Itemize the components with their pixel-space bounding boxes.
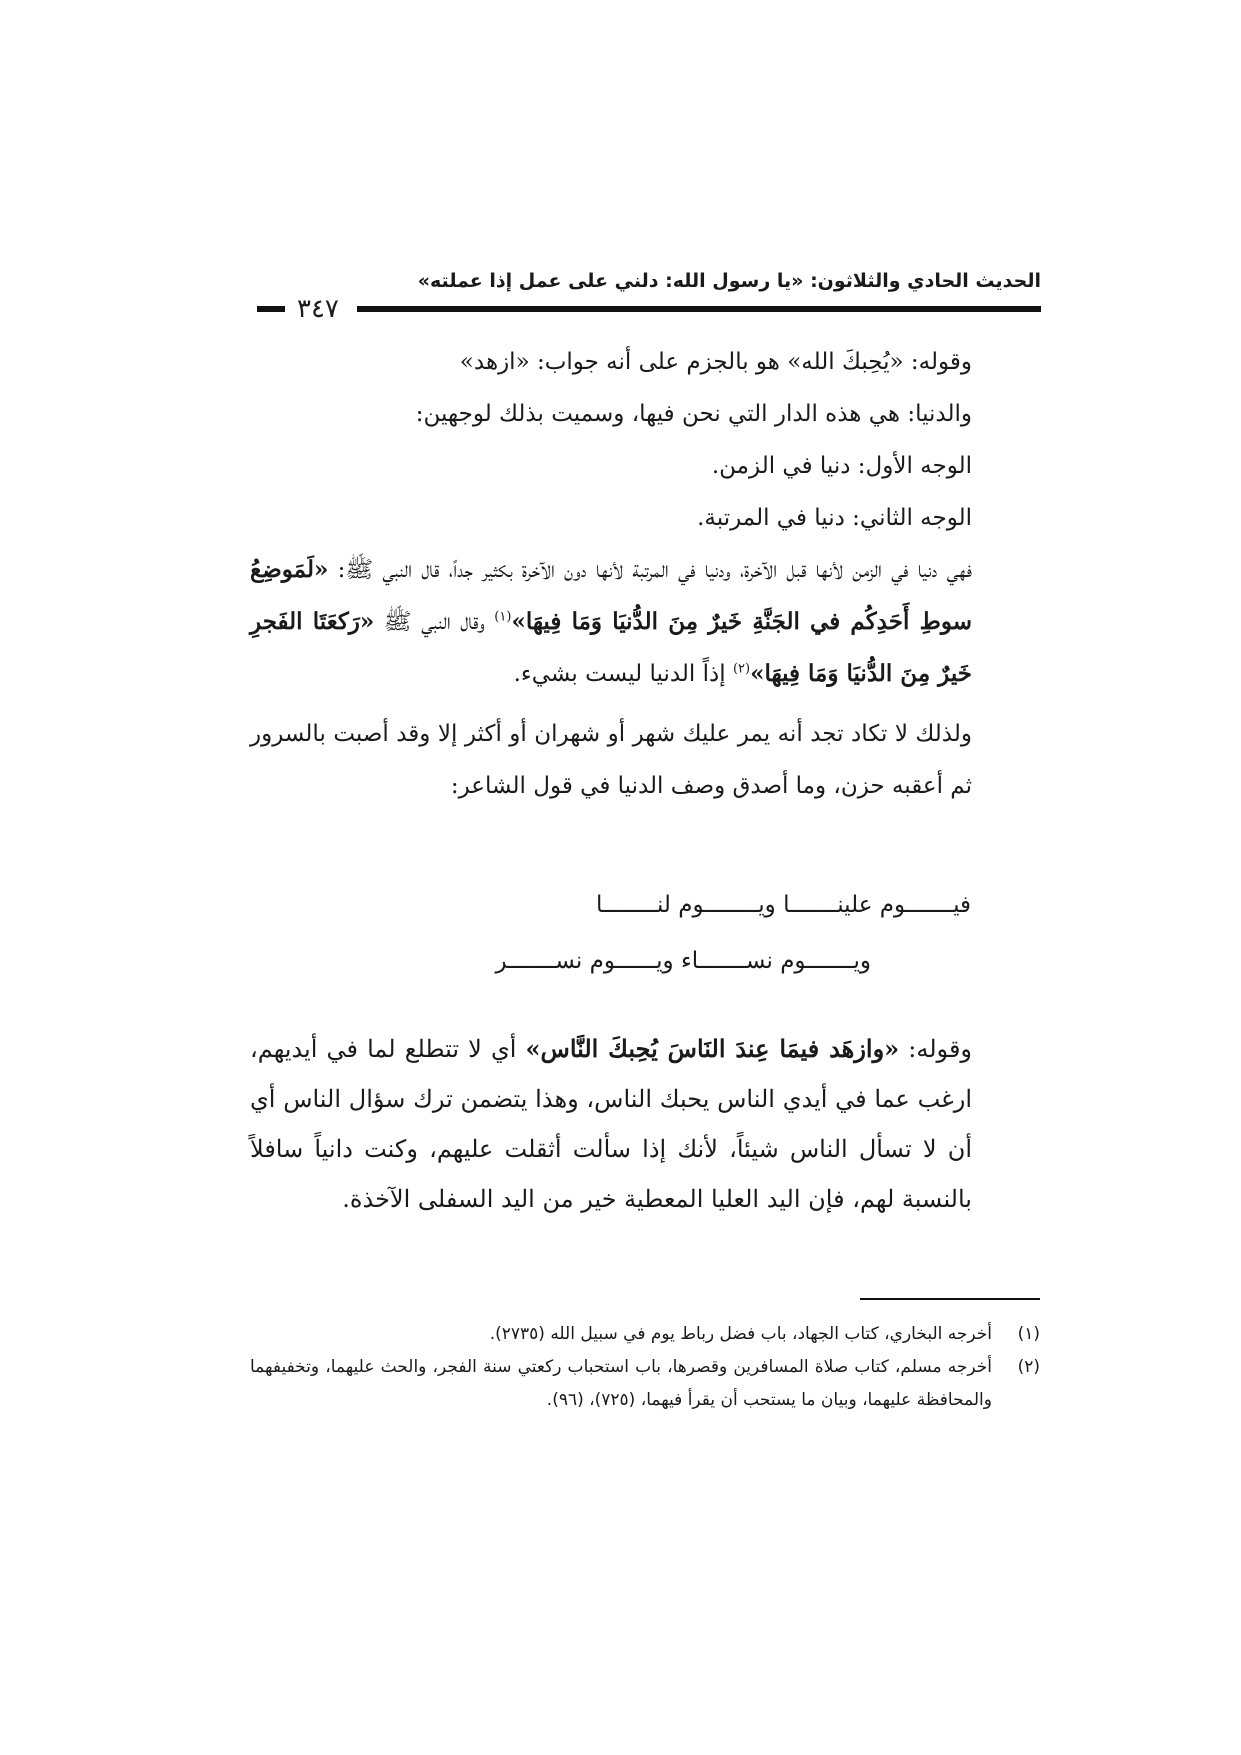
paragraph-5-text-b: وقال النبي ﷺ	[374, 609, 495, 635]
footnote-text: أخرجه البخاري، كتاب الجهاد، باب فضل رباط يوم في سبيل الله (٢٧٣٥).	[489, 1324, 992, 1344]
footnote-number: (١)	[1017, 1324, 1040, 1344]
paragraph-5-text-a: فهي دنيا في الزمن لأنها قبل الآخرة، ودنيا في المرتبة لأنها دون الآخرة بكثير جداً، قال النبي ﷺ:	[328, 557, 972, 583]
footnote-number: (٢)	[1017, 1357, 1040, 1377]
paragraph-5	[250, 544, 1040, 700]
footnote-ref-1: (١)	[494, 609, 512, 625]
footnotes	[250, 1318, 1040, 1417]
paragraph-7-text-a: وقوله:	[899, 1035, 973, 1063]
page-number: ٣٤٧	[293, 292, 343, 326]
paragraph-7	[250, 1024, 1040, 1224]
verse-line-1: فيـــــــوم علينـــــــا ويــــــــوم لنــــــــا	[596, 892, 971, 918]
running-header	[257, 270, 1041, 322]
footnote-text: أخرجه مسلم، كتاب صلاة المسافرين وقصرها، باب استحباب ركعتي سنة الفجر، والحث عليهما، وتخفيفهما والمحافظة عليهما، وبيان ما يستحب أن يقرأ فيهما، (٧٢٥)، (٩٦).	[250, 1357, 992, 1410]
footnote-separator	[860, 1298, 1040, 1300]
hadith-quote-1: «لَمَوضِعُ سوطِ أَحَدِكُم في الجَنَّةِ خَيرٌ مِنَ الدُّنيَا وَمَا فِيهَا»	[250, 556, 972, 635]
hadith-quote-3: «وازهَد فيمَا عِندَ النَاسَ يُحِبكَ النَّاس»	[525, 1034, 900, 1063]
paragraph-5-text-c: إذاً الدنيا ليست بشيء.	[513, 661, 733, 687]
chapter-title: الحديث الحادي والثلاثون: «يا رسول الله: دلني على عمل إذا عملته»	[417, 270, 1041, 292]
paragraph-4: الوجه الثاني: دنيا في المرتبة.	[697, 505, 972, 531]
header-rule	[357, 306, 1041, 312]
hadith-quote-2: «رَكعَتَا الفَجرِ خَيرٌ مِنَ الدُّنيَا وَمَا فِيهَا»	[250, 608, 972, 687]
footnote-1	[250, 1318, 1040, 1351]
paragraph-1: وقوله: «يُحِبكَ الله» هو بالجزم على أنه جواب: «ازهد»	[459, 349, 972, 375]
verse-line-2: ويـــــــوم نســـــــاء ويــــــوم نســـــــر	[495, 948, 871, 974]
paragraph-6: ولذلك لا تكاد تجد أنه يمر عليك شهر أو شهران أو أكثر إلا وقد أصبت بالسرور ثم أعقبه حزن، وما أصدق وصف الدنيا في قول الشاعر:	[250, 721, 972, 799]
body-text-lower	[250, 1024, 1040, 1224]
footnote-ref-2: (٢)	[732, 661, 751, 677]
paragraph-2: والدنيا: هي هذه الدار التي نحن فيها، وسميت بذلك لوجهين:	[415, 401, 972, 427]
footnote-2	[250, 1351, 1040, 1417]
body-text-upper	[250, 336, 1040, 812]
paragraph-7-text-b: أي لا تتطلع لما في أيديهم، ارغب عما في أيدي الناس يحبك الناس، وهذا يتضمن ترك سؤال الناس أي أن لا تسأل الناس شيئاً، لأنك إذا سألت أثقلت عليهم، وكنت دانياً سافلاً بالنسبة لهم، فإن اليد العليا المعطية خير من اليد السفلى الآخذة.	[250, 1035, 972, 1213]
paragraph-3: الوجه الأول: دنيا في الزمن.	[711, 453, 972, 479]
header-rule-left	[257, 306, 285, 312]
